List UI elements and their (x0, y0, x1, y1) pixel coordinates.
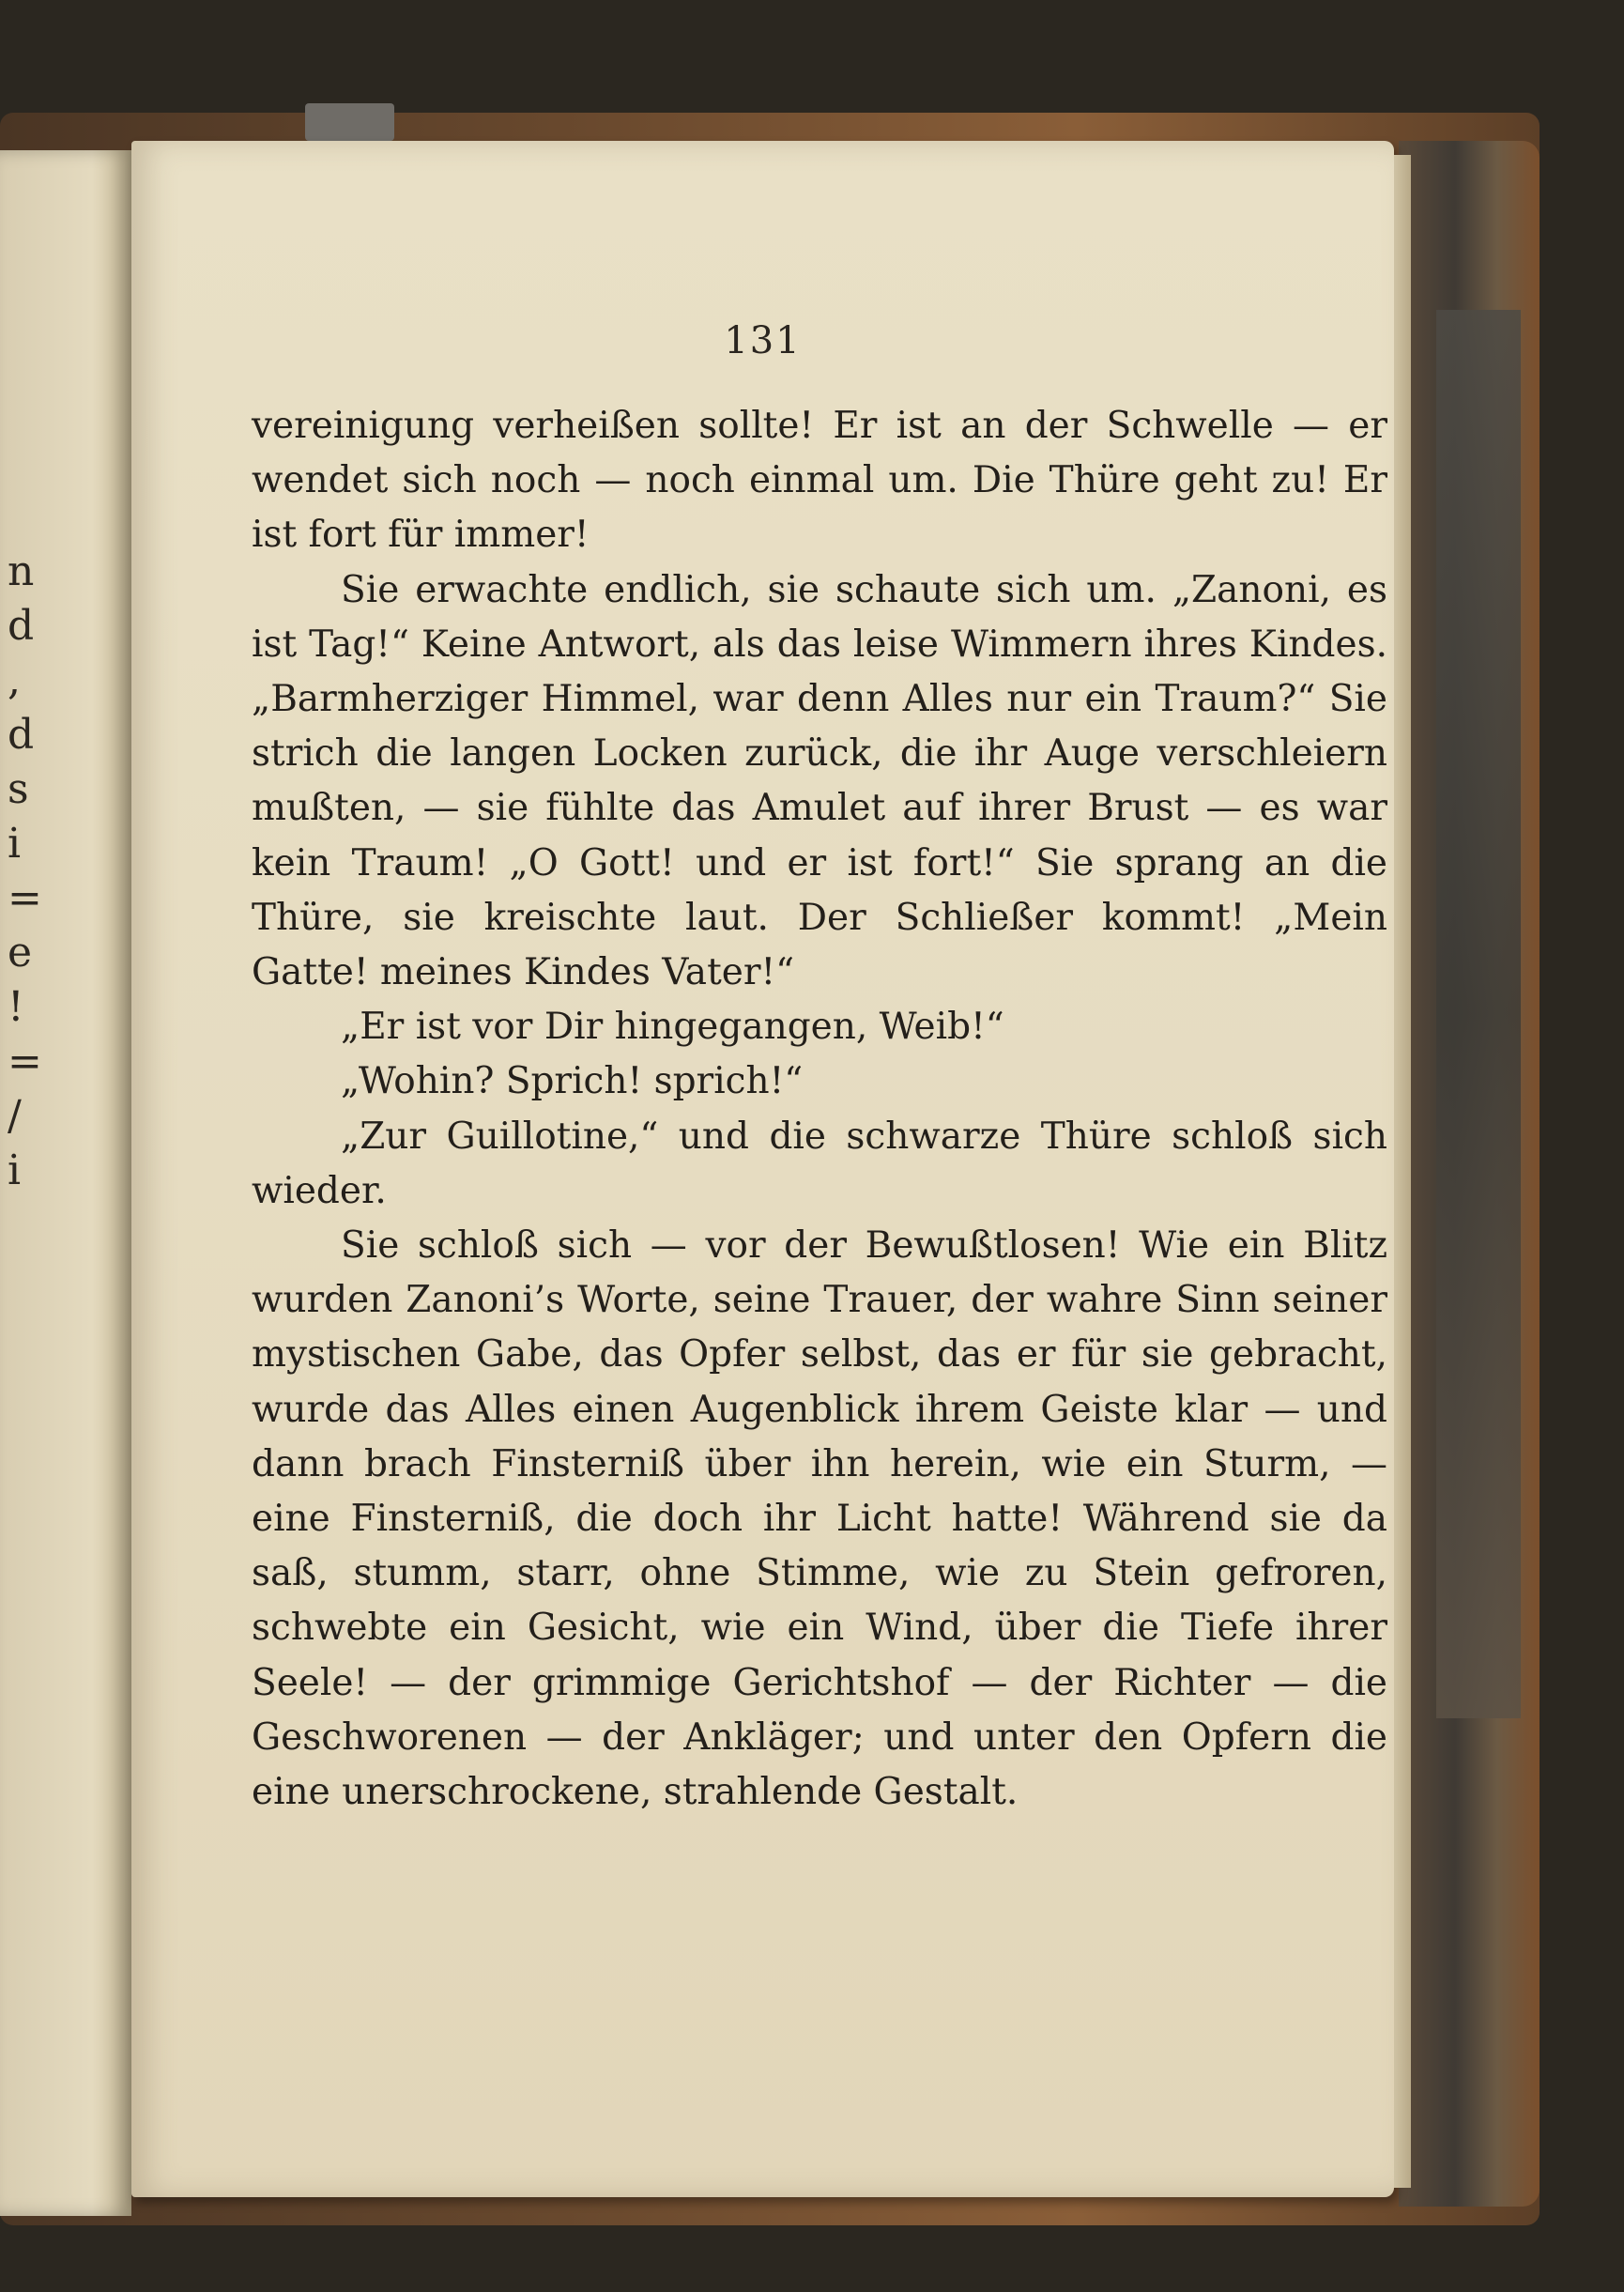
facing-letter: e (8, 929, 33, 977)
facing-page-left (0, 150, 131, 2216)
facing-letter: d (8, 711, 35, 759)
facing-letter: / (8, 1092, 22, 1140)
page-stack-edge (1394, 155, 1411, 2188)
facing-letter: d (8, 602, 35, 650)
binding-clip (305, 103, 394, 141)
facing-letter: = (8, 874, 42, 922)
paragraph: Sie schloß sich — vor der Bewußtlosen! Wie ein Blitz wurden Zanoni’s Worte, seine Trauer, der wahre Sinn seiner mystischen Gabe, das Opfer selbst, das er für sie gebracht, wurde das Alles einen Augenblick ihrem Geiste klar — und dann brach Finsterniß über ihn herein, wie ein Sturm, — eine Finsterniß, die doch ihr Licht hatte! Während sie da saß, stumm, starr, ohne Stimme, wie zu Stein gefroren, schwebte ein Gesicht, wie ein Wind, über die Tiefe ihrer Seele! — der grimmige Gerichtshof — der Richter — die Geschworenen — der Ankläger; und unter den Opfern die eine unerschrockene, strahlende Gestalt. (252, 1224, 1387, 1814)
facing-page-letters (8, 545, 45, 1198)
facing-letter: = (8, 1038, 42, 1085)
paragraph: „Er ist vor Dir hingegangen, Weib!“ (341, 1006, 1004, 1049)
paragraph: vereinigung verheißen sollte! Er ist an der Schwelle — er wendet sich noch — noch einmal um. Die Thüre geht zu! Er ist fort für immer! (252, 405, 1387, 557)
facing-letter: i (8, 820, 22, 868)
facing-letter: n (8, 547, 35, 595)
facing-letter: , (8, 656, 21, 704)
paragraph: „Wohin? Sprich! sprich!“ (341, 1060, 804, 1103)
page-number: 131 (724, 319, 802, 362)
facing-letter: ! (8, 983, 24, 1031)
page-body-text (252, 399, 1387, 1820)
paragraph: Sie erwachte endlich, sie schaute sich um. „Zanoni, es ist Tag!“ Keine Antwort, als das leise Wimmern ihres Kindes. „Barmherziger Himmel, war denn Alles nur ein Traum?“ Sie strich die langen Locken zurück, die ihr Auge verschleiern mußten, — sie fühlte das Amulet auf ihrer Brust — es war kein Traum! „O Gott! und er ist fort!“ Sie sprang an die Thüre, sie kreischte laut. Der Schließer kommt! „Mein Gatte! meines Kindes Vater!“ (252, 568, 1387, 994)
cover-leather-patch (1436, 310, 1521, 1718)
book-page (131, 141, 1394, 2197)
facing-letter: i (8, 1146, 22, 1194)
facing-letter: s (8, 765, 29, 813)
paragraph: „Zur Guillotine,“ und die schwarze Thüre schloß sich wieder. (252, 1115, 1387, 1212)
